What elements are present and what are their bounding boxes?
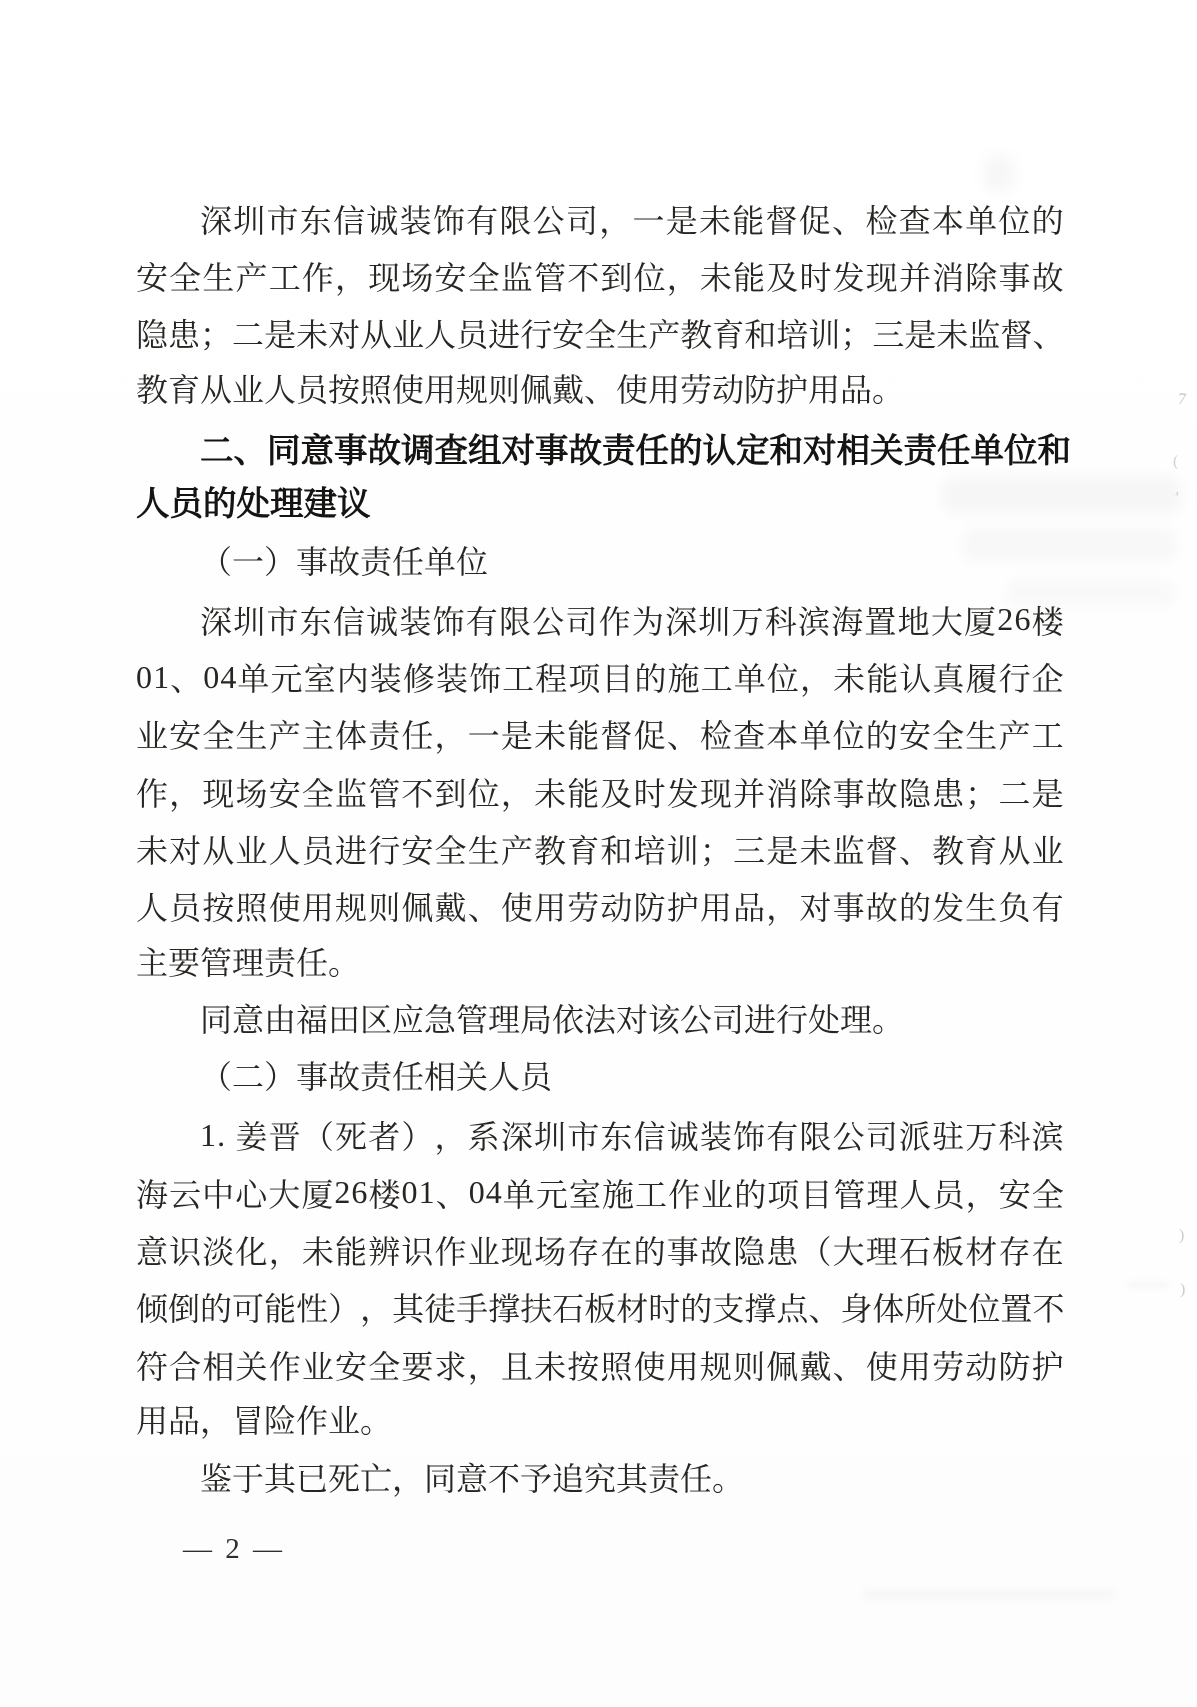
- section-heading-line: 人员的处理建议: [136, 486, 371, 524]
- bleed-through-smudge: [862, 1590, 1117, 1599]
- text-line: 作 ， 现 场 安 全 监 管 不 到 位 ， 未 能 及 时 发 现 并 消 除 事 故 隐 患 ； 二 是: [136, 775, 1064, 812]
- text-line: 安 全 生 产 工 作 ， 现 场 安 全 监 管 不 到 位 ， 未 能 及 时 发 现 并 消 除 事 故: [136, 259, 1064, 296]
- stray-mark: ): [1180, 1281, 1186, 1298]
- stray-mark: ,: [1174, 480, 1182, 499]
- bleed-through-smudge: [962, 528, 1177, 562]
- text-line: 深 圳 市 东 信 诚 装 饰 有 限 公 司 作 为 深 圳 万 科 滨 海 置 地 大 厦 2 6 楼: [200, 601, 1064, 640]
- text-line: 鉴于其已死亡，同意不予追究其责任。: [200, 1460, 745, 1497]
- bleed-through-smudge: [984, 156, 1014, 192]
- document-body: [136, 190, 1071, 1508]
- stray-mark: ): [1179, 1227, 1185, 1244]
- text-line: 0 1 、 0 4 单 元 室 内 装 修 装 饰 工 程 项 目 的 施 工 单 位 ， 未 能 认 真 履 行 企: [136, 658, 1064, 698]
- text-line: 隐 患 ； 二 是 未 对 从 业 人 员 进 行 安 全 生 产 教 育 和 培 训 ； 三 是 未 监 督 、: [136, 317, 1065, 354]
- text-line: 意 识 淡 化 ， 未 能 辨 识 作 业 现 场 存 在 的 事 故 隐 患 （ 大 理 石 板 材 存 在: [136, 1233, 1064, 1270]
- stray-mark: 7: [1177, 390, 1187, 409]
- text-line: 倾 倒 的 可 能 性 ） ， 其 徒 手 撑 扶 石 板 材 时 的 支 撑 点 、 身 体 所 处 位 置 不: [136, 1291, 1065, 1328]
- text-line: 主要管理责任。: [136, 944, 361, 981]
- page-number: — 2 —: [183, 1533, 285, 1565]
- stray-mark: (: [1173, 453, 1179, 470]
- text-line: 教育从业人员按照使用规则佩戴、使用劳动防护用品。: [136, 371, 905, 408]
- bleed-through-smudge: [942, 476, 1182, 514]
- text-line: 符 合 相 关 作 业 安 全 要 求 ， 且 未 按 照 使 用 规 则 佩 戴 、 使 用 劳 动 防 护: [136, 1348, 1064, 1385]
- section-heading-line: 二 、 同 意 事 故 调 查 组 对 事 故 责 任 的 认 定 和 对 相 关 责 任 单 位 和: [200, 433, 1071, 471]
- text-line: 人 员 按 照 使 用 规 则 佩 戴 、 使 用 劳 动 防 护 用 品 ， 对 事 故 的 发 生 负 有: [136, 890, 1064, 927]
- text-line: 业 安 全 生 产 主 体 责 任 ， 一 是 未 能 督 促 、 检 查 本 单 位 的 安 全 生 产 工: [136, 718, 1064, 755]
- text-line: 深 圳 市 东 信 诚 装 饰 有 限 公 司 ， 一 是 未 能 督 促 、 检 查 本 单 位 的: [200, 202, 1064, 239]
- text-line: 海 云 中 心 大 厦 2 6 楼 0 1 、 0 4 单 元 室 施 工 作 业 的 项 目 管 理 人 员 ， 安 全: [136, 1174, 1064, 1213]
- text-line: 未 对 从 业 人 员 进 行 安 全 生 产 教 育 和 培 训 ； 三 是 未 监 督 、 教 育 从 业: [136, 832, 1064, 869]
- bleed-through-smudge: [1128, 1282, 1168, 1288]
- text-line: 1 . 姜 晋 （ 死 者 ） ， 系 深 圳 市 东 信 诚 装 饰 有 限 公 司 派 驻 万 科 滨: [200, 1116, 1064, 1156]
- text-line: 同意由福田区应急管理局依法对该公司进行处理。: [200, 1002, 905, 1039]
- subsection-heading: （一）事故责任单位: [200, 543, 489, 580]
- subsection-heading: （二）事故责任相关人员: [200, 1059, 553, 1096]
- bleed-through-smudge: [1005, 580, 1175, 606]
- text-line: 用品，冒险作业。: [136, 1403, 393, 1440]
